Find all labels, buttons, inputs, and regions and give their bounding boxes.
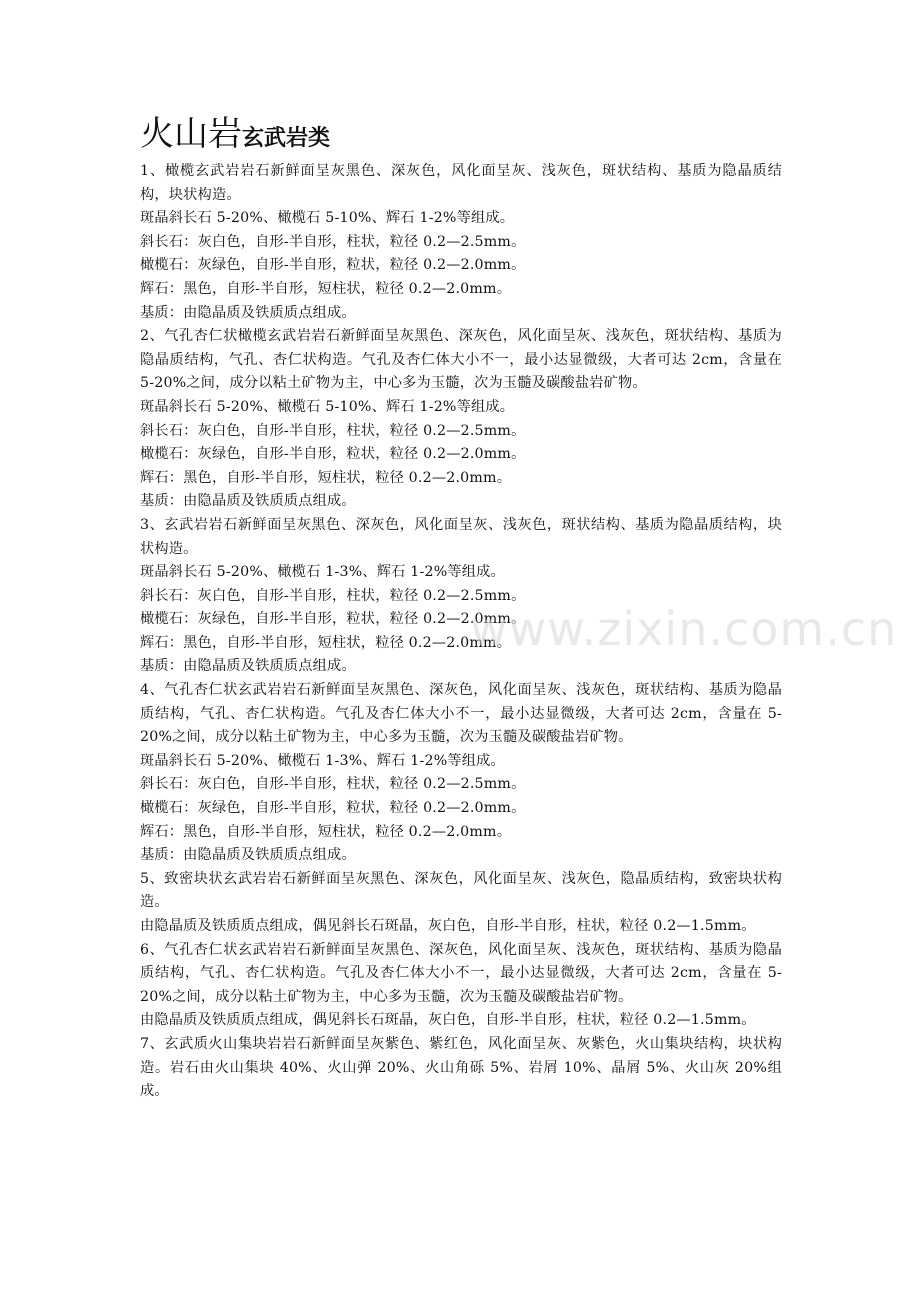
paragraph: 1、橄榄玄武岩岩石新鲜面呈灰黑色、深灰色，风化面呈灰、浅灰色，斑状结构、基质为隐晶质结构，块状构造。 — [140, 163, 782, 203]
paragraph: 橄榄石：灰绿色，自形-半自形，粒状，粒径 0.2—2.0mm。 — [140, 800, 526, 817]
paragraph: 斑晶斜长石 5-20%、橄榄石 1-3%、辉石 1-2%等组成。 — [140, 564, 505, 581]
paragraph: 斑晶斜长石 5-20%、橄榄石 1-3%、辉石 1-2%等组成。 — [140, 752, 505, 769]
paragraph: 7、玄武质火山集块岩岩石新鲜面呈灰紫色、紫红色，风化面呈灰、灰紫色，火山集块结构，块状构造。岩石由火山集块 40%、火山弹 20%、火山角砾 5%、岩屑 10%、晶屑 5%、火山灰 20%组成。 — [140, 1035, 782, 1100]
watermark: www.zixin.com.cn — [470, 602, 898, 656]
document-page — [140, 112, 782, 1104]
paragraph: 斜长石：灰白色，自形-半自形，柱状，粒径 0.2—2.5mm。 — [140, 587, 526, 604]
paragraph: 辉石：黑色，自形-半自形，短柱状，粒径 0.2—2.0mm。 — [140, 823, 512, 840]
title-sub: 玄武岩类 — [242, 126, 331, 151]
paragraph: 基质：由隐晶质及铁质质点组成。 — [140, 658, 356, 675]
document-title — [140, 112, 782, 156]
paragraph: 斜长石：灰白色，自形-半自形，柱状，粒径 0.2—2.5mm。 — [140, 776, 526, 793]
paragraph: 斑晶斜长石 5-20%、橄榄石 5-10%、辉石 1-2%等组成。 — [140, 210, 515, 227]
paragraph: 5、致密块状玄武岩岩石新鲜面呈灰黑色、深灰色，风化面呈灰、浅灰色，隐晶质结构，致密块状构造。 — [140, 870, 782, 911]
paragraph: 斜长石：灰白色，自形-半自形，柱状，粒径 0.2—2.5mm。 — [140, 422, 526, 439]
paragraph: 2、气孔杏仁状橄榄玄武岩岩石新鲜面呈灰黑色、深灰色，风化面呈灰、浅灰色，斑状结构、基质为隐晶质结构，气孔、杏仁状构造。气孔及杏仁体大小不一，最小达显微级，大者可达 2cm，含量在 5-20%之间，成分以粘土矿物为主，中心多为玉髓，次为玉髓及碳酸盐岩矿物。 — [140, 328, 782, 392]
paragraph: 4、气孔杏仁状玄武岩岩石新鲜面呈灰黑色、深灰色，风化面呈灰、浅灰色，斑状结构、基质为隐晶质结构，气孔、杏仁状构造。气孔及杏仁体大小不一，最小达显微级，大者可达 2cm，含量在 5-20%之间，成分以粘土矿物为主，中心多为玉髓，次为玉髓及碳酸盐岩矿物。 — [140, 682, 782, 746]
paragraph: 辉石：黑色，自形-半自形，短柱状，粒径 0.2—2.0mm。 — [140, 634, 512, 651]
paragraph: 辉石：黑色，自形-半自形，短柱状，粒径 0.2—2.0mm。 — [140, 469, 512, 486]
paragraph: 3、玄武岩岩石新鲜面呈灰黑色、深灰色，风化面呈灰、浅灰色，斑状结构、基质为隐晶质结构，块状构造。 — [140, 516, 782, 557]
paragraph: 6、气孔杏仁状玄武岩岩石新鲜面呈灰黑色、深灰色，风化面呈灰、浅灰色，斑状结构、基质为隐晶质结构，气孔、杏仁状构造。气孔及杏仁体大小不一，最小达显微级，大者可达 2cm，含量在 5-20%之间，成分以粘土矿物为主，中心多为玉髓，次为玉髓及碳酸盐岩矿物。 — [140, 941, 782, 1005]
paragraph: 斜长石：灰白色，自形-半自形，柱状，粒径 0.2—2.5mm。 — [140, 233, 526, 250]
paragraph: 基质：由隐晶质及铁质质点组成。 — [140, 493, 356, 510]
paragraph: 橄榄石：灰绿色，自形-半自形，粒状，粒径 0.2—2.0mm。 — [140, 257, 526, 274]
paragraph: 基质：由隐晶质及铁质质点组成。 — [140, 304, 356, 321]
paragraph: 由隐晶质及铁质质点组成，偶见斜长石斑晶，灰白色，自形-半自形，柱状，粒径 0.2—1.5mm。 — [140, 1012, 756, 1029]
paragraph: 橄榄石：灰绿色，自形-半自形，粒状，粒径 0.2—2.0mm。 — [140, 611, 526, 628]
title-main: 火山岩 — [140, 114, 242, 154]
paragraph: 斑晶斜长石 5-20%、橄榄石 5-10%、辉石 1-2%等组成。 — [140, 398, 515, 415]
paragraph: 辉石：黑色，自形-半自形，短柱状，粒径 0.2—2.0mm。 — [140, 280, 512, 297]
paragraph: 基质：由隐晶质及铁质质点组成。 — [140, 847, 356, 864]
paragraph: 橄榄石：灰绿色，自形-半自形，粒状，粒径 0.2—2.0mm。 — [140, 446, 526, 463]
paragraph: 由隐晶质及铁质质点组成，偶见斜长石斑晶，灰白色，自形-半自形，柱状，粒径 0.2—1.5mm。 — [140, 918, 756, 934]
